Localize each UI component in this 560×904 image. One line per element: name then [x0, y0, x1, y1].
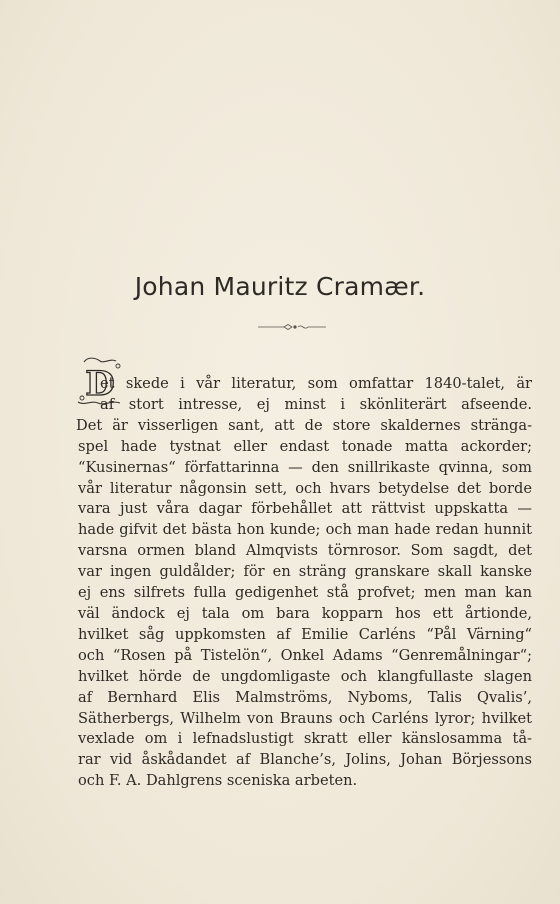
text-line: vexlade om i lefnadslustigt skratt eller känslosamma tå-	[78, 730, 532, 748]
text-line: “Kusinernas“ författarinna — den snillrikaste qvinna, som	[78, 458, 532, 476]
text-line: varsna ormen bland Almqvists törnrosor. Som sagdt, det	[78, 542, 532, 560]
text-line: vår literatur någonsin sett, och hvars betydelse det borde	[78, 479, 532, 497]
chapter-title: Johan Mauritz Cramær.	[134, 272, 426, 301]
text-line: af Bernhard Elis Malmströms, Nyboms, Talis Qvalis’,	[78, 688, 532, 706]
text-line: spel hade tystnat eller endast tonade matta ackorder;	[78, 437, 532, 455]
title-divider-ornament	[256, 322, 328, 332]
text-line: väl ändock ej tala om bara kopparn hos ett årtionde,	[78, 604, 532, 622]
text-line: hade gifvit det bästa hon kunde; och man hade redan hunnit	[78, 521, 532, 539]
text-line: et skede i vår literatur, som omfattar 1840-talet, är	[100, 375, 532, 392]
text-line: och F. A. Dahlgrens sceniska arbeten.	[78, 772, 358, 790]
text-line: rar vid åskådandet af Blanche’s, Jolins, Johan Börjessons	[78, 751, 532, 769]
text-line: Det är visserligen sant, att de store skaldernes stränga-	[76, 416, 532, 434]
text-line: ej ens silfrets fulla gedigenhet stå profvet; men man kan	[78, 584, 532, 602]
text-line: och “Rosen på Tistelön“, Onkel Adams “Genremålningar“;	[78, 646, 532, 664]
drop-cap-letter: D	[85, 364, 115, 404]
text-line: hvilket såg uppkomsten af Emilie Carléns “Pål Värning“	[78, 625, 532, 643]
text-line: var ingen guldålder; för en sträng granskare skall kanske	[78, 563, 532, 581]
body-paragraph	[78, 374, 532, 792]
text-line: vara just våra dagar förbehållet att rättvist uppskatta —	[78, 500, 532, 518]
text-line: af stort intresse, ej minst i skönliterärt afseende.	[100, 395, 532, 413]
text-line: hvilket hörde de ungdomligaste och klangfullaste slagen	[78, 667, 532, 685]
text-line: Sätherbergs, Wilhelm von Brauns och Carléns lyror; hvilket	[78, 709, 532, 727]
